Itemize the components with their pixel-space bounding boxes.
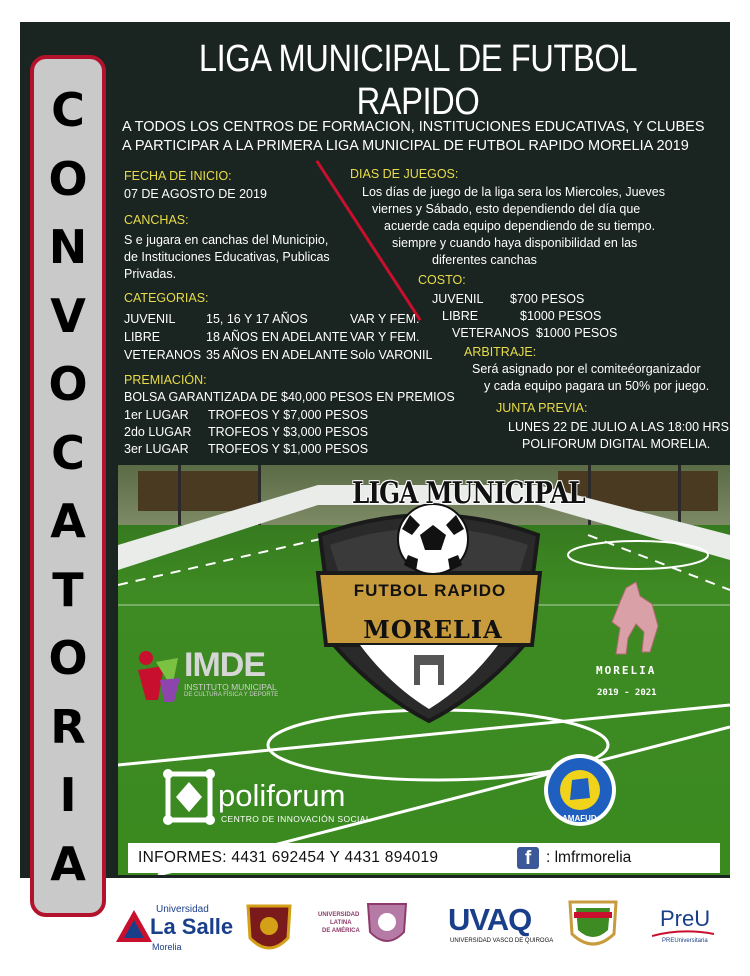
league-logo-middle: FUTBOL RAPIDO (353, 581, 507, 600)
info-bar (128, 843, 720, 873)
costo-price: $1000 PESOS (536, 326, 618, 340)
aqueduct-arch (420, 665, 438, 685)
prize-place: 3er LUGAR (124, 442, 189, 456)
imde-sub-1: INSTITUTO MUNICIPAL (184, 682, 277, 692)
prize-place: 1er LUGAR (124, 408, 189, 422)
prize-amount: TROFEOS Y $3,000 PESOS (208, 425, 369, 439)
league-shield-logo (300, 495, 558, 723)
canchas-line-1: S e jugara en canchas del Municipio, (124, 233, 329, 247)
preu-swoosh-icon (652, 930, 714, 938)
amafud-label: AMAFUD (562, 814, 597, 823)
lasalle-small: Universidad (156, 904, 209, 915)
banner-letter: A (50, 494, 86, 549)
costo-name: JUVENIL (432, 292, 484, 306)
categoria-gender: VAR Y FEM. (350, 312, 420, 326)
ula-line-3: DE AMÉRICA (322, 928, 360, 934)
categoria-age: 18 AÑOS EN ADELANTE (206, 330, 348, 344)
banner-letter: O (48, 151, 88, 206)
junta-heading: JUNTA PREVIA: (496, 401, 588, 415)
categoria-gender: Solo VARONIL (350, 348, 433, 362)
prize-amount: TROFEOS Y $7,000 PESOS (208, 408, 369, 422)
prize-amount: TROFEOS Y $1,000 PESOS (208, 442, 369, 456)
banner-letter: O (48, 357, 88, 412)
arbitraje-line-1: Será asignado por el comiteéorganizador (472, 362, 701, 376)
banner-letter: A (50, 836, 86, 891)
facebook-handle: : lmfrmorelia (546, 849, 632, 866)
dias-heading: DIAS DE JUEGOS: (350, 167, 459, 181)
fecha-heading: FECHA DE INICIO: (124, 169, 232, 183)
costo-heading: COSTO: (418, 273, 466, 287)
imde-name: IMDE (184, 646, 265, 684)
banner-letter: V (50, 288, 86, 343)
categoria-row (124, 311, 175, 327)
uvaq-sub: UNIVERSIDAD VASCO DE QUIROGA (450, 938, 554, 944)
penalty-arc (568, 541, 708, 569)
poliforum-icon (162, 768, 216, 828)
dias-line-3: acuerde cada equipo dependiendo de su tiempo. (384, 219, 656, 233)
banner-letter: N (48, 220, 88, 275)
morelia-statue-icon (606, 582, 662, 660)
poliforum-subtitle: CENTRO DE INNOVACIÓN SOCIAL (221, 814, 371, 824)
categoria-name: VETERANOS (124, 348, 202, 362)
arbitraje-line-2: y cada equipo pagara un 50% por juego. (484, 379, 710, 393)
intro-line-1: A TODOS LOS CENTROS DE FORMACION, INSTITUCIONES EDUCATIVAS, Y CLUBES (122, 119, 705, 135)
intro-text (122, 118, 722, 156)
green-crest-icon (566, 898, 620, 954)
facebook-icon: f (517, 847, 539, 869)
arbitraje-heading: ARBITRAJE: (464, 345, 537, 359)
preu-name: PreU (660, 906, 711, 931)
canchas-line-2: de Instituciones Educativas, Publicas (124, 250, 330, 264)
lasalle-city: Morelia (152, 942, 182, 952)
banner-letter: C (51, 425, 85, 480)
junta-line-2: POLIFORUM DIGITAL MORELIA. (522, 437, 711, 451)
ula-line-2: LATINA (330, 920, 352, 926)
contact-phones: INFORMES: 4431 692454 Y 4431 894019 (138, 849, 439, 866)
lasalle-name: La Salle (150, 914, 234, 939)
imde-logo (134, 646, 284, 706)
premiacion-heading: PREMIACIÓN: (124, 373, 207, 387)
convocatoria-vertical-banner (30, 55, 106, 917)
banner-letter: I (59, 768, 77, 823)
league-logo-title: LIGA MUNICIPAL (352, 476, 585, 511)
banner-letter: T (52, 562, 84, 617)
poster-title: LIGA MUNICIPAL DE FUTBOL RAPIDO (198, 38, 638, 123)
dias-line-5: diferentes canchas (432, 253, 537, 267)
poliforum-name: poliforum (218, 778, 346, 813)
banner-letter: R (50, 699, 86, 754)
canchas-heading: CANCHAS: (124, 213, 189, 227)
imde-sub-2: DE CULTURA FÍSICA Y DEPORTE (184, 692, 279, 698)
categoria-name: LIBRE (124, 330, 161, 344)
canchas-line-3: Privadas. (124, 267, 177, 281)
crest-icon (244, 900, 294, 958)
dias-line-2: viernes y Sábado, esto dependiendo del día que (372, 202, 641, 216)
prize-place: 2do LUGAR (124, 425, 192, 439)
intro-line-2: A PARTICIPAR A LA PRIMERA LIGA MUNICIPAL DE FUTBOL RAPIDO MORELIA 2019 (122, 138, 689, 154)
lasalle-star-icon (116, 910, 152, 942)
morelia-logo-name: MORELIA (596, 664, 657, 677)
preu-sub: PREUniversitaria (662, 938, 708, 944)
ula-seal-icon (362, 898, 412, 950)
banner-letter: C (51, 83, 85, 137)
categoria-name: JUVENIL (124, 312, 176, 326)
costo-price: $1000 PESOS (520, 309, 602, 323)
categorias-heading: CATEGORIAS: (124, 291, 209, 305)
categoria-gender: VAR Y FEM. (350, 330, 420, 344)
imde-figure-icon (134, 648, 180, 704)
premiacion-bolsa: BOLSA GARANTIZADA DE $40,000 PESOS EN PREMIOS (124, 390, 455, 404)
dias-line-4: siempre y cuando haya disponibilidad en las (392, 236, 638, 250)
sponsors-strip (0, 884, 750, 976)
league-logo-bottom: MORELIA (363, 615, 503, 644)
costo-name: VETERANOS (452, 326, 530, 340)
costo-price: $700 PESOS (510, 292, 585, 306)
uvaq-name: UVAQ (448, 902, 532, 937)
categoria-age: 15, 16 Y 17 AÑOS (206, 312, 308, 326)
banner-letter: O (48, 631, 88, 686)
categoria-age: 35 AÑOS EN ADELANTE (206, 348, 348, 362)
fecha-value: 07 DE AGOSTO DE 2019 (124, 187, 267, 201)
ula-line-1: UNIVERSIDAD (318, 912, 360, 918)
costo-name: LIBRE (442, 309, 479, 323)
morelia-logo-years: 2019 - 2021 (597, 688, 657, 698)
junta-line-1: LUNES 22 DE JULIO A LAS 18:00 HRS (508, 420, 729, 434)
dias-line-1: Los días de juego de la liga sera los Miercoles, Jueves (362, 185, 665, 199)
